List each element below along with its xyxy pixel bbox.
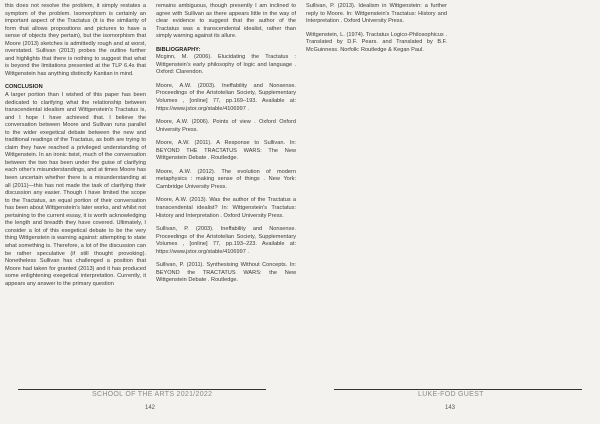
page-number-right: 143 bbox=[445, 405, 456, 411]
bibliography-entry: Sullivan, P. (2003). Ineffability and Nonsense. Proceedings of the Aristotelian Society, Supplementary Volumes , [online] 77, pp.193–223. Available at: https://www.jstor.org/stable/4106997 . bbox=[156, 226, 296, 255]
bibliography-entry: Wittgenstein, L. (1974). Tractatus Logico-Philosophicus . Translated by D.F. Pears. and Translated by B.F. McGuinness. Norfolk: Routledge & Kegan Paul. bbox=[306, 31, 447, 53]
body-paragraph: A larger portion than I wished of this paper has been dedicated to clarifying what the relationship between transcendental idealism and Wittgenstein's Tractatus is, and I hope I have achieved that. I believe the conversation between Moore and Sullivan runs parallel to the wider exegetical debate between the new and traditional readings of the Tractatus, as both are trying to claim they have reached a privileged understanding of Wittgenstein. In an ironic twist, much of the conversation between the two has been under the guise of clarifying each other's misunderstandings, and at times Moore has been uncertain whether there is a misunderstanding at all (2011)—this has not made the task of clarifying their discussion any easier. Though I have limited the scope to the Tractatus, an equal portion of their conversation has been about Wittgenstein's later works, and whilst not pertaining to the current essay, it is worth acknowledging the length and breadth they have covered. Ultimately, I consider a lot of this exegetical debate to be the very thing Wittgenstein is warning against: attempting to state what something is. Therefore, a lot of the discussion can be rather speculative (if still thought provoking). Nonetheless Sullivan has challenged a position that Moore had taken for granted (2013) and it has produced some enlightening exegetical interpretation. Currently, it appears any answer to the primary question bbox=[5, 92, 146, 287]
bibliography-entry: Mcginn, M. (2006). Elucidating the Tractatus : Wittgenstein's early philosophy of logic and language . Oxford: Clarendon. bbox=[156, 54, 296, 76]
bibliography-entry: Sullivan, P. (2013). Idealism in Wittgenstein: a further reply to Moore. In: Wittgenstein's Tractatus: History and Interpretation . Oxford University Press. bbox=[306, 3, 447, 25]
right-page-column bbox=[306, 3, 447, 54]
section-heading-bibliography: BIBLIOGRAPHY: bbox=[156, 46, 201, 53]
bibliography-entry: Moore, A.W. (2003). Ineffability and Nonsense. Proceedings of the Aristotelian Society, Supplementary Volumes , [online] 77, pp.169–193. Available at: https://www.jstor.org/stable/4106997 . bbox=[156, 82, 296, 112]
bibliography-entry: Sullivan, P. (2011). Synthesising Without Concepts. In: BEYOND the TRACTATUS WARS: the New Wittgenstein Debate . Routledge. bbox=[156, 262, 296, 284]
bibliography-entry: Moore, A.W. (2011). A Response to Sullivan. In: BEYOND THE TRACTATUS WARS: The New Wittgenstein Debate . Routledge. bbox=[156, 140, 296, 162]
bibliography-entry: Moore, A.W. (2013). Was the author of the Tractatus a transcendental idealist? In: Wittgenstein's Tractatus: History and Interpretation . Oxford University Press. bbox=[156, 197, 296, 219]
body-paragraph: this does not resolve the problem, it simply restates a symptom of the problem. Isomorphism is certainly an important aspect of the Tractatus (it is the similarity of form that allows propositions and pictures to have a sense of objects they pertain), but the isomorphism that Moore (2013) sketches is admittedly rough and at worst, overstated. Sullivan (2013) probes the outline further and highlights that there is nothing to suggest that what is beyond the limitations presented at the TLP 6.4s that Wittgenstein has anything distinctly Kantian in mind. bbox=[5, 3, 146, 77]
section-heading-conclusion: CONCLUSION bbox=[5, 84, 43, 91]
bibliography-entry: Moore, A.W. (2006). Points of view . Oxford Oxford University Press. bbox=[156, 119, 296, 133]
footer-title-left: SCHOOL OF THE ARTS 2021/2022 bbox=[92, 391, 213, 398]
middle-column bbox=[156, 3, 296, 285]
footer-title-right: LUKE-FOD GUEST bbox=[418, 391, 484, 398]
body-paragraph: remains ambiguous, though presently I am inclined to agree with Sullivan as there appears little in the way of clear evidence to suggest that the author of the Tractatus was a transcendental idealist, rather than simply warning against its allure. bbox=[156, 3, 296, 40]
left-page-column bbox=[5, 3, 146, 288]
footer-rule-right bbox=[334, 389, 582, 390]
page-number-left: 142 bbox=[145, 405, 156, 411]
footer-rule-left bbox=[18, 389, 266, 390]
bibliography-entry: Moore, A.W. (2012). The evolution of modern metaphysics : making sense of things . New York: Cambridge University Press. bbox=[156, 168, 296, 190]
